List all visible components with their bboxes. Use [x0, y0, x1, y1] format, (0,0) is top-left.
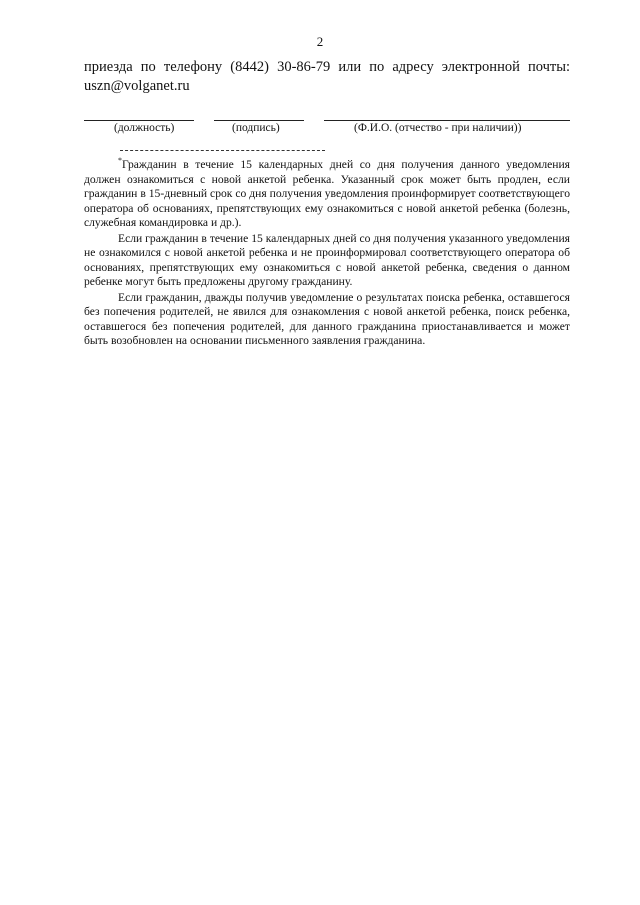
position-label: (должность) [114, 122, 175, 134]
footnotes [84, 158, 570, 350]
page-number: 2 [316, 34, 324, 49]
signature-label: (подпись) [232, 122, 280, 134]
footnote-text-1: Гражданин в течение 15 календарных дней со дня получения данного уведомления должен ознакомиться с новой анкетой ребенка. Указанный срок может быть продлен, если гражданин в 15-дневный срок со дня получения уведомления проинформирует соответствующего оператора об основаниях, препятствующих ему ознакомиться с новой анкетой ребенка (болезнь, служебная командировка и др.). [84, 158, 570, 229]
signature-line [214, 120, 304, 121]
footnote-marker: * [118, 156, 122, 166]
footnote-paragraph-1 [84, 158, 570, 231]
footnote-paragraph-3: Если гражданин, дважды получив уведомление о результатах поиска ребенка, оставшегося без попечения родителей, не явился для ознакомления с новой анкетой ребенка, поиск ребенка, оставшегося без попечения родителей, для данного гражданина приостанавливается и может быть возобновлен на основании письменного заявления гражданина. [84, 290, 570, 347]
contact-paragraph: приезда по телефону (8442) 30-86-79 или по адресу электронной почты: uszn@volganet.ru [84, 59, 570, 94]
name-line [324, 120, 570, 121]
footnote-paragraph-2: Если гражданин в течение 15 календарных дней со дня получения указанного уведомления не ознакомился с новой анкетой ребенка и не проинформировал соответствующего оператора об основаниях, препятствующих ему ознакомиться с новой анкетой ребенка, сведения о данном ребенке могут быть предложены другому гражданину. [84, 231, 570, 288]
position-line [84, 120, 194, 121]
footnote-separator [120, 150, 325, 151]
signature-labels [84, 122, 570, 138]
name-label: (Ф.И.О. (отчество - при наличии)) [354, 122, 522, 134]
